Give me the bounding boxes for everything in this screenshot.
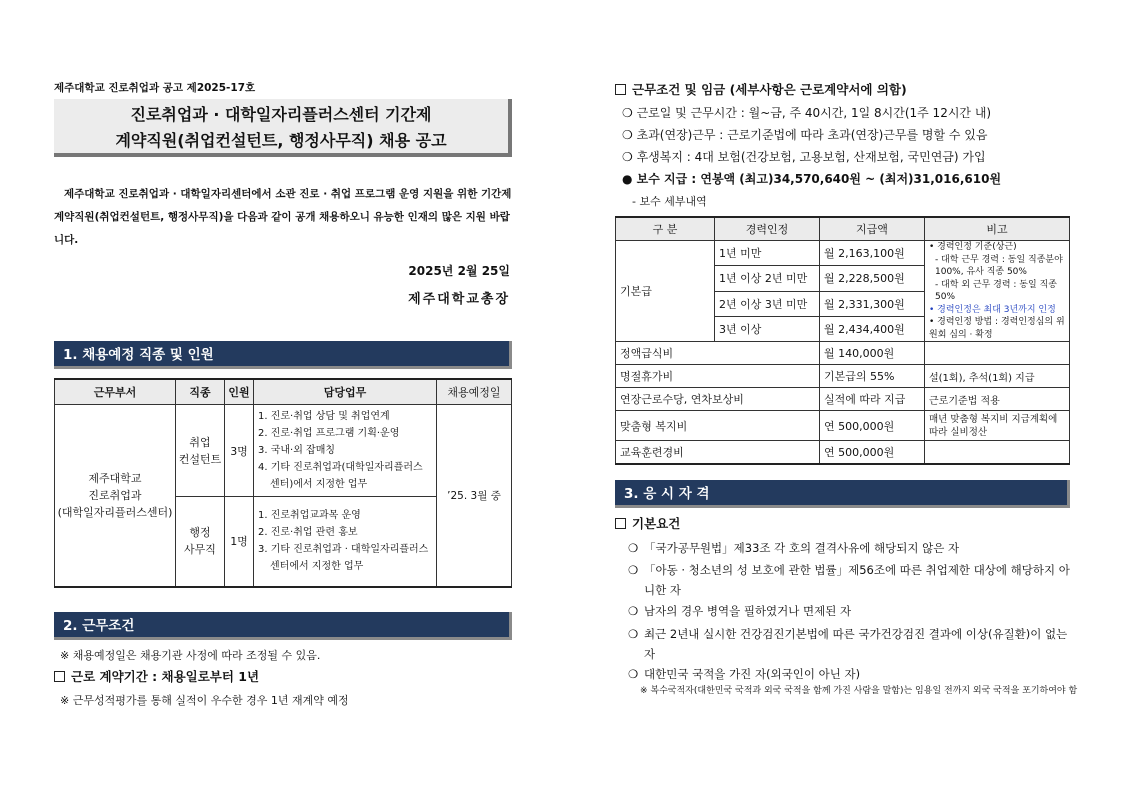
remark-line: • 경력인정 방법 : 경력인정심의 위원회 심의 · 확정 [929,317,1065,340]
intro-paragraph: 제주대학교 진로취업과 · 대학일자리센터에서 소관 진로 · 취업 프로그램 운영 지원을 위한 기간제 계약직원(취업컨설턴트, 행정사무직)을 다음과 같이 공개 채용하오니 유능한 인재의 많은 지원 바랍니다. [54,188,512,246]
pay-header: 경력인정 [715,217,820,241]
duty-item: 2. 진로·취업 관련 홍보 [258,527,358,539]
amount-cell: 월 2,331,300원 [820,291,925,316]
duty-item: 2. 진로·취업 프로그램 기획·운영 [258,428,400,439]
duty-item: 3. 국내·외 잡매칭 [258,445,336,456]
eligibility-text: 대한민국 국적을 가진 자(외국인이 아닌 자) [644,667,861,681]
allowance-remark [925,342,1070,365]
allowance-label: 명절휴가비 [616,365,820,388]
allowance-amount: 월 140,000원 [820,342,925,365]
job-consultant: 취업 컨설턴트 [176,405,225,497]
circle-bullet-icon: ❍ [628,627,639,641]
condition-item [622,148,986,165]
section2-title: 2. 근무조건 [54,612,512,640]
renewal-note: ※ 근무성적평가를 통해 실적이 우수한 경우 1년 재계약 예정 [60,694,349,707]
eligibility-text: 「아동 · 청소년의 성 보호에 관한 법률」제56조에 따른 취업제한 대상에 해당하지 아니한 자 [644,563,1070,597]
condition-item [622,104,991,121]
base-pay-label: 기본급 [616,241,715,342]
circle-bullet-icon: ❍ [628,541,639,555]
header-job: 직종 [176,379,225,405]
allowance-amount: 연 500,000원 [820,411,925,441]
career-cell: 2년 이상 3년 미만 [715,291,820,316]
allowance-remark: 근로기준법 적용 [925,388,1070,411]
career-cell: 1년 미만 [715,241,820,266]
allowance-label: 맞춤형 복지비 [616,411,820,441]
filled-circle-bullet-icon: ● [622,172,637,186]
amount-cell: 월 2,163,100원 [820,241,925,266]
condition-text: 후생복지 : 4대 보험(건강보험, 고용보험, 산재보험, 국민연금) 가입 [636,150,986,164]
eligibility-item [628,601,1070,621]
contract-period [54,667,259,685]
circle-bullet-icon: ❍ [628,563,639,577]
eligibility-text: 최근 2년내 실시한 건강검진기본법에 따른 국가건강검진 결과에 이상(유질환)이 없는 자 [644,627,1068,661]
announcement-date: 2025년 2월 25일 [408,264,510,278]
header-count: 인원 [225,379,254,405]
duties-admin [254,497,437,587]
allowance-amount: 연 500,000원 [820,441,925,465]
department-cell: 제주대학교 진로취업과 (대학일자리플러스센터) [55,405,176,587]
conditions-heading [615,80,907,98]
amount-cell: 월 2,434,400원 [820,316,925,341]
eligibility-item [628,624,1070,664]
checkbox-square-icon [54,671,65,682]
announcement-title [54,99,512,157]
job-admin: 행정 사무직 [176,497,225,587]
pay-table [615,216,1070,465]
basic-requirements-text: 기본요건 [632,516,681,531]
duty-item: 1. 진로취업교과목 운영 [258,510,361,522]
section1-title: 1. 채용예정 직종 및 인원 [54,341,512,369]
allowance-label: 연장근로수당, 연차보상비 [616,388,820,411]
allowance-remark: 매년 맞춤형 복지비 지급계획에 따라 실비정산 [925,411,1070,441]
pay-detail-label: - 보수 세부내역 [632,195,707,208]
title-line-2: 계약직원(취업컨설턴트, 행정사무직) 채용 공고 [115,131,447,150]
pay-header: 구 분 [616,217,715,241]
allowance-label: 정액급식비 [616,342,820,365]
checkbox-square-icon [615,84,626,95]
duty-item: 3. 기타 진로취업과 · 대학일자리플러스센터에서 지정한 업무 [258,544,429,573]
circle-bullet-icon: ❍ [622,106,637,120]
basic-requirements-heading [615,514,680,532]
eligibility-item [628,664,1070,684]
amount-cell: 월 2,228,500원 [820,266,925,291]
pay-summary-text: 보수 지급 : 연봉액 (최고)34,570,640원 ~ (최저)31,016,610원 [636,172,1002,186]
career-cell: 1년 이상 2년 미만 [715,266,820,291]
eligibility-item [628,538,1070,558]
header-department: 근무부서 [55,379,176,405]
header-start-date: 채용예정일 [437,379,512,405]
eligibility-text: 「국가공무원법」제33조 각 호의 결격사유에 해당되지 않은 자 [644,541,960,555]
circle-bullet-icon: ❍ [628,667,639,681]
header-duties: 담당업무 [254,379,437,405]
count-consultant: 3명 [225,405,254,497]
remark-line: • 경력인정 기준(상근) [929,242,1017,252]
start-date-cell: ’25. 3월 중 [437,405,512,587]
base-remarks [925,241,1070,342]
pay-header: 지급액 [820,217,925,241]
allowance-amount: 기본급의 55% [820,365,925,388]
circle-bullet-icon: ❍ [622,128,637,142]
duty-item: 4. 기타 진로취업과(대학일자리플러스센터)에서 지정한 업무 [258,462,423,490]
condition-text: 초과(연장)근무 : 근로기준법에 따라 초과(연장)근무를 명할 수 있음 [636,128,988,142]
announcement-number: 제주대학교 진로취업과 공고 제2025-17호 [54,82,256,94]
remark-line: • 경력인정은 최대 3년까지 인정 [929,304,1056,315]
allowance-amount: 실적에 따라 지급 [820,388,925,411]
allowance-remark [925,441,1070,465]
eligibility-text: 남자의 경우 병역을 필하였거나 면제된 자 [644,604,852,618]
pay-summary [622,170,1001,187]
conditions-heading-text: 근무조건 및 임금 (세부사항은 근로계약서에 의함) [632,82,907,97]
allowance-label: 교육훈련경비 [616,441,820,465]
duty-item: 1. 진로·취업 상담 및 취업연계 [258,411,390,422]
remark-line: - 대학 외 근무 경력 : 동일 직종 50% [935,279,1057,302]
condition-item [622,126,987,143]
contract-period-text: 근로 계약기간 : 채용일로부터 1년 [71,669,260,684]
condition-text: 근로일 및 근무시간 : 월~금, 주 40시간, 1일 8시간(1주 12시간 내) [636,106,992,120]
positions-table [54,378,512,588]
allowance-remark: 설(1회), 추석(1회) 지급 [925,365,1070,388]
career-cell: 3년 이상 [715,316,820,341]
section3-title: 3. 응 시 자 격 [615,480,1070,508]
eligibility-item [628,560,1070,600]
schedule-note: ※ 채용예정일은 채용기관 사정에 따라 조정될 수 있음. [60,649,321,662]
checkbox-square-icon [615,518,626,529]
remark-line: - 대학 근무 경력 : 동일 직종분야 100%, 유사 직종 50% [935,254,1063,277]
dual-citizenship-note: ※ 복수국적자(대한민국 국적과 외국 국적을 함께 가진 사람을 말함)는 임용일 전까지 외국 국적을 포기하여야 함 [640,686,1078,696]
title-line-1: 진로취업과 · 대학일자리플러스센터 기간제 [130,105,432,124]
duties-consultant [254,405,437,497]
circle-bullet-icon: ❍ [622,150,637,164]
pay-header: 비고 [925,217,1070,241]
count-admin: 1명 [225,497,254,587]
circle-bullet-icon: ❍ [628,604,639,618]
issuer: 제주대학교총장 [408,292,510,307]
